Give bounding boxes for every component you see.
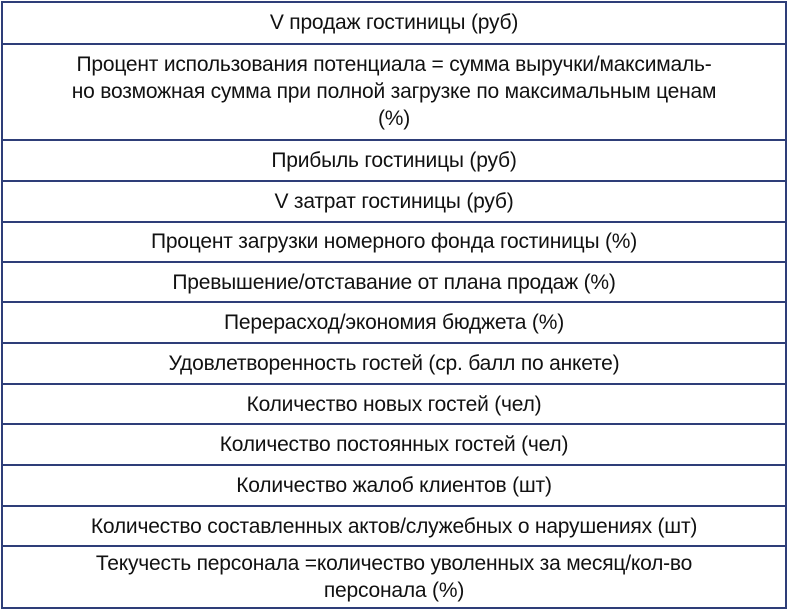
table-row: Процент загрузки номерного фонда гостиницы (%) bbox=[3, 221, 785, 262]
table-row: Превышение/отставание от плана продаж (%) bbox=[3, 261, 785, 301]
table-row: Количество жалоб клиентов (шт) bbox=[3, 464, 785, 505]
table-row: Количество постоянных гостей (чел) bbox=[3, 423, 785, 464]
table-row: Процент использования потенциала = сумма выручки/максималь- но возможная сумма при полной загрузке по максимальным ценам (%) bbox=[3, 43, 785, 139]
table-row: Текучесть персонала =количество уволенных за месяц/кол-во персонала (%) bbox=[3, 545, 785, 607]
table-row: Количество новых гостей (чел) bbox=[3, 383, 785, 423]
table-row: Прибыль гостиницы (руб) bbox=[3, 139, 785, 180]
table-row: Количество составленных актов/служебных о нарушениях (шт) bbox=[3, 505, 785, 546]
kpi-table bbox=[1, 1, 787, 609]
table-row: V продаж гостиницы (руб) bbox=[269, 11, 519, 35]
table-row: Перерасход/экономия бюджета (%) bbox=[3, 301, 785, 342]
table-row: Удовлетворенность гостей (ср. балл по анкете) bbox=[3, 342, 785, 384]
table-row: V затрат гостиницы (руб) bbox=[3, 180, 785, 221]
